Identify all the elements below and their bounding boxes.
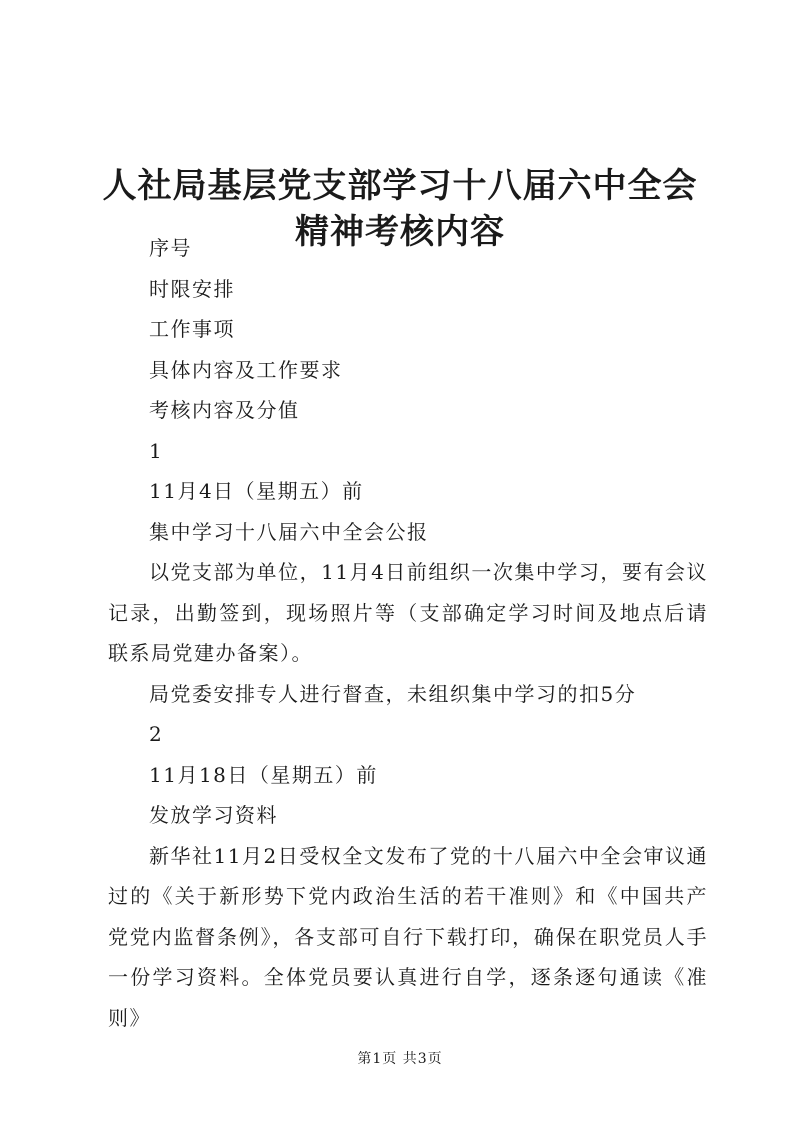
- paragraph-task-header: 工作事项: [149, 317, 235, 341]
- paragraph-deadline-header: 时限安排: [149, 276, 235, 301]
- paragraph-item-2-number: 2: [149, 722, 164, 746]
- paragraph-item-1-number: 1: [149, 438, 164, 463]
- paragraph-item-1-deadline: 11月4日（星期五）前: [149, 479, 364, 503]
- paragraph-item-1-assessment: 局党委安排专人进行督查，未组织集中学习的扣5分: [149, 681, 637, 706]
- paragraph-item-2-requirements: 新华社11月2日受权全文发布了党的十八届六中全会审议通过的《关于新形势下党内政治生活的若干准则》和《中国共产党党内监督条例》，各支部可自行下载打印，确保在职党员人手一份学习资料。全体党员要认真进行自学，逐条逐句通读《准则》: [108, 843, 708, 1030]
- document-title: 人社局基层党支部学习十八届六中全会精神考核内容: [102, 165, 698, 252]
- page-footer: 第1页 共3页: [357, 1051, 443, 1067]
- paragraph-item-1-requirements: 以党支部为单位，11月4日前组织一次集中学习，要有会议记录，出勤签到，现场照片等（支部确定学习时间及地点后请联系局党建办备案）。: [108, 560, 708, 665]
- paragraph-assessment-header: 考核内容及分值: [149, 398, 300, 422]
- paragraph-serial-header: 序号: [149, 236, 192, 260]
- paragraph-item-2-deadline: 11月18日（星期五）前: [149, 762, 378, 787]
- document-body: [108, 228, 708, 1038]
- paragraph-item-1-task: 集中学习十八届六中全会公报: [149, 519, 429, 544]
- paragraph-requirements-header: 具体内容及工作要求: [149, 357, 343, 382]
- paragraph-item-2-task: 发放学习资料: [149, 803, 278, 827]
